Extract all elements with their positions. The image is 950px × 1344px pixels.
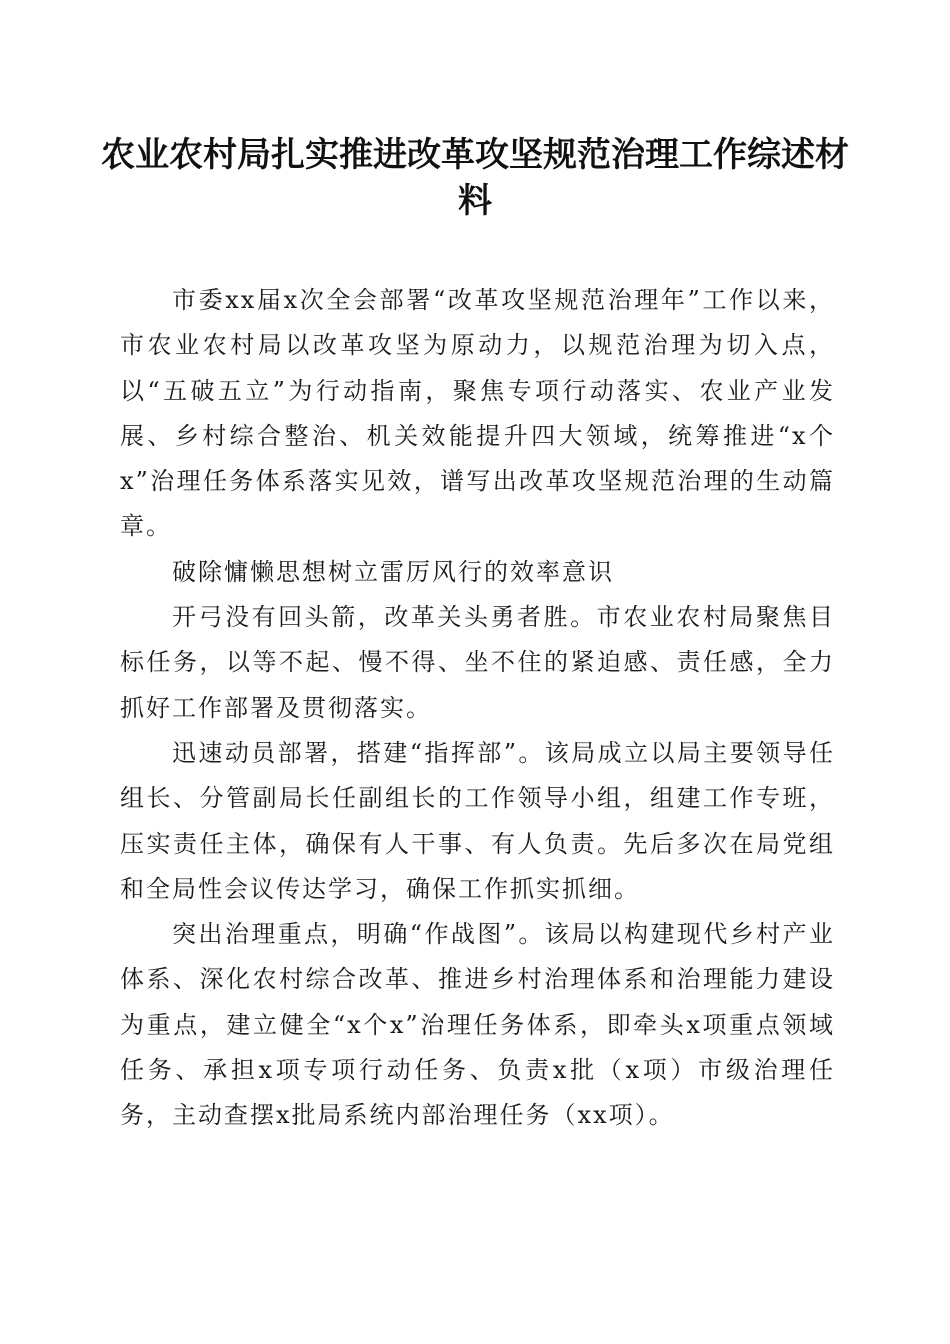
body-paragraph: 开弓没有回头箭，改革关头勇者胜。市农业农村局聚焦目标任务，以等不起、慢不得、坐不住的紧迫感、责任感，全力抓好工作部署及贯彻落实。 [120, 603, 835, 722]
body-paragraph: 突出治理重点，明确“作战图”。该局以构建现代乡村产业体系、深化农村综合改革、推进乡村治理体系和治理能力建设为重点，建立健全“x个x”治理任务体系，即牵头x项重点领域任务、承担x项专项行动任务、负责x批（x项）市级治理任务，主动查摆x批局系统内部治理任务（xx项）。 [120, 920, 835, 1130]
intro-paragraph: 市委xx届x次全会部署“改革攻坚规范治理年”工作以来，市农业农村局以改革攻坚为原动力，以规范治理为切入点，以“五破五立”为行动指南，聚焦专项行动落实、农业产业发展、乡村综合整治、机关效能提升四大领域，统筹推进“x个x”治理任务体系落实见效，谱写出改革攻坚规范治理的生动篇章。 [120, 286, 835, 541]
body-paragraph: 迅速动员部署，搭建“指挥部”。该局成立以局主要领导任组长、分管副局长任副组长的工作领导小组，组建工作专班，压实责任主体，确保有人干事、有人负责。先后多次在局党组和全局性会议传达学习，确保工作抓实抓细。 [120, 738, 835, 903]
document-title: 农业农村局扎实推进改革攻坚规范治理工作综述材料 [101, 135, 849, 221]
section-heading: 破除慵懒思想树立雷厉风行的效率意识 [172, 557, 614, 586]
document-body [120, 278, 835, 1139]
